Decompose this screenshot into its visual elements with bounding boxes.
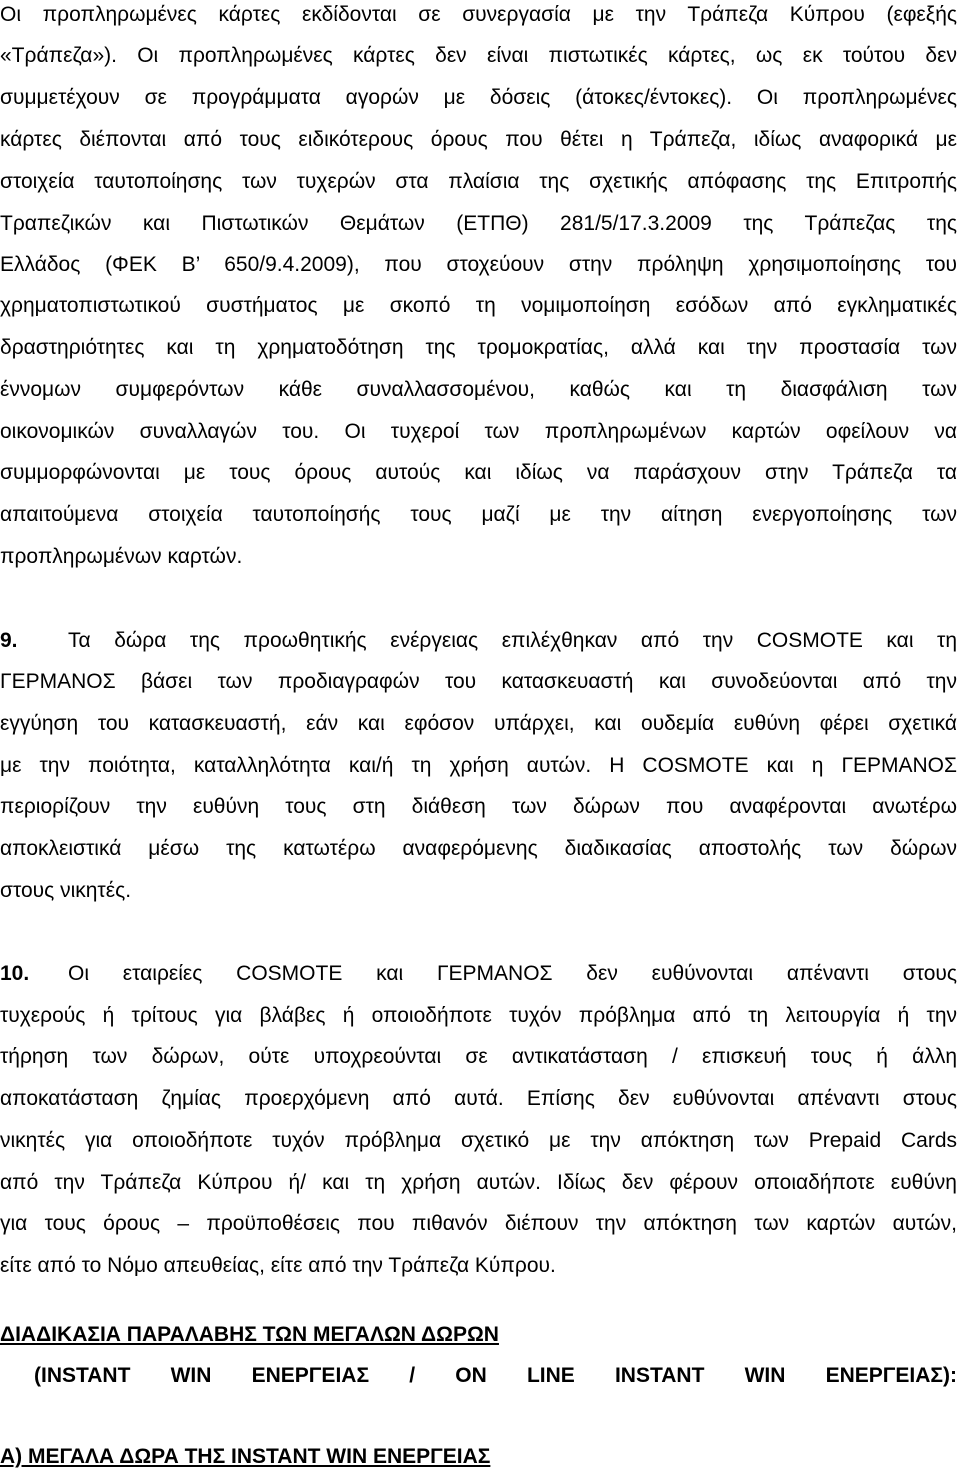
text-line: Τραπεζικών και Πιστωτικών Θεμάτων (ΕΤΠΘ) 281/5/17.3.2009 της Τράπεζας της (0, 212, 957, 235)
text-line: αποκλειστικά μέσω της κατωτέρω αναφερόμενης διαδικασίας αποστολής των δώρων (0, 837, 957, 860)
text-line: τυχερούς ή τρίτους για βλάβες ή οποιοδήποτε τυχόν πρόβλημα από τη λειτουργία ή την (0, 1004, 957, 1027)
text-line: για τους όρους – προϋποθέσεις που πιθανόν διέπουν την απόκτηση των καρτών αυτών, (0, 1212, 957, 1235)
text-line: είτε από το Νόμο απευθείας, είτε από την Τράπεζα Κύπρου. (0, 1254, 556, 1277)
text-line: στοιχεία ταυτοποίησης των τυχερών στα πλαίσια της σχετικής απόφασης της Επιτροπής (0, 170, 957, 193)
subsection-a-heading: Α) ΜΕΓΑΛΑ ΔΩΡΑ ΤΗΣ INSTANT WIN ΕΝΕΡΓΕΙΑΣ (0, 1445, 491, 1468)
text-line: εγγύηση του κατασκευαστή, εάν και εφόσον υπάρχει, και ουδεμία ευθύνη φέρει σχετικά (0, 712, 957, 735)
text-line: ΓΕΡΜΑΝΟΣ βάσει των προδιαγραφών του κατασκευαστή και συνοδεύονται από την (0, 670, 957, 693)
text-line: κάρτες διέπονται από τους ειδικότερους όρους που θέτει η Τράπεζα, ιδίως αναφορικά με (0, 128, 957, 151)
text-line: Οι προπληρωμένες κάρτες εκδίδονται σε συνεργασία με την Τράπεζα Κύπρου (εφεξής (0, 3, 957, 26)
section-10-first-line (0, 959, 957, 989)
section-number: 10. (0, 962, 30, 985)
text-line: χρηματοπιστωτικού συστήματος με σκοπό τη νομιμοποίηση εσόδων από εγκληματικές (0, 294, 957, 317)
text-line: οικονομικών συναλλαγών του. Οι τυχεροί των προπληρωμένων καρτών οφείλουν να (0, 420, 957, 443)
text-line: τήρηση των δώρων, ούτε υποχρεούνται σε αντικατάσταση / επισκευή τους ή άλλη (0, 1045, 957, 1068)
section-number: 9. (0, 629, 18, 652)
text-line: έννομων συμφερόντων κάθε συναλλασσομένου, καθώς και τη διασφάλιση των (0, 378, 957, 401)
procedure-subheading (0, 1361, 957, 1391)
text-line: στους νικητές. (0, 879, 132, 902)
section-first-line-text: Οι εταιρείες COSMOTE και ΓΕΡΜΑΝΟΣ δεν ευθύνονται απέναντι στους (68, 962, 957, 985)
text-line: νικητές για οποιοδήποτε τυχόν πρόβλημα σχετικό με την απόκτηση των Prepaid Cards (0, 1129, 957, 1152)
text-line: με την ποιότητα, καταλληλότητα και/ή τη χρήση αυτών. Η COSMOTE και η ΓΕΡΜΑΝΟΣ (0, 754, 957, 777)
section-first-line-text: Τα δώρα της προωθητικής ενέργειας επιλέχθηκαν από την COSMOTE και τη (68, 629, 957, 652)
text-line: αποκατάσταση ζημίας προερχόμενη από αυτά. Επίσης δεν ευθύνονται απέναντι στους (0, 1087, 957, 1110)
text-line: Ελλάδος (ΦΕΚ Β’ 650/9.4.2009), που στοχεύουν στην πρόληψη χρησιμοποίησης του (0, 253, 957, 276)
procedure-subheading-text: (INSTANT WIN ΕΝΕΡΓΕΙΑΣ / ON LINE INSTANT WIN ΕΝΕΡΓΕΙΑΣ): (34, 1364, 957, 1387)
text-line: περιορίζουν την ευθύνη τους στη διάθεση των δώρων που αναφέρονται ανωτέρω (0, 795, 957, 818)
text-line: συμμετέχουν σε προγράμματα αγορών με δόσεις (άτοκες/έντοκες). Οι προπληρωμένες (0, 86, 957, 109)
text-line: «Τράπεζα»). Οι προπληρωμένες κάρτες δεν είναι πιστωτικές κάρτες, ως εκ τούτου δεν (0, 44, 957, 67)
text-line: προπληρωμένων καρτών. (0, 545, 243, 568)
text-line: απαιτούμενα στοιχεία ταυτοποίησής τους μαζί με την αίτηση ενεργοποίησης των (0, 503, 957, 526)
section-9-first-line (0, 626, 957, 656)
procedure-heading: ΔΙΑΔΙΚΑΣΙΑ ΠΑΡΑΛΑΒΗΣ ΤΩΝ ΜΕΓΑΛΩΝ ΔΩΡΩΝ (0, 1323, 499, 1346)
text-line: από την Τράπεζα Κύπρου ή/ και τη χρήση αυτών. Ιδίως δεν φέρουν οποιαδήποτε ευθύνη (0, 1171, 957, 1194)
text-line: συμμορφώνονται με τους όρους αυτούς και ιδίως να παράσχουν στην Τράπεζα τα (0, 461, 957, 484)
text-line: δραστηριότητες και τη χρηματοδότηση της τρομοκρατίας, αλλά και την προστασία των (0, 336, 957, 359)
